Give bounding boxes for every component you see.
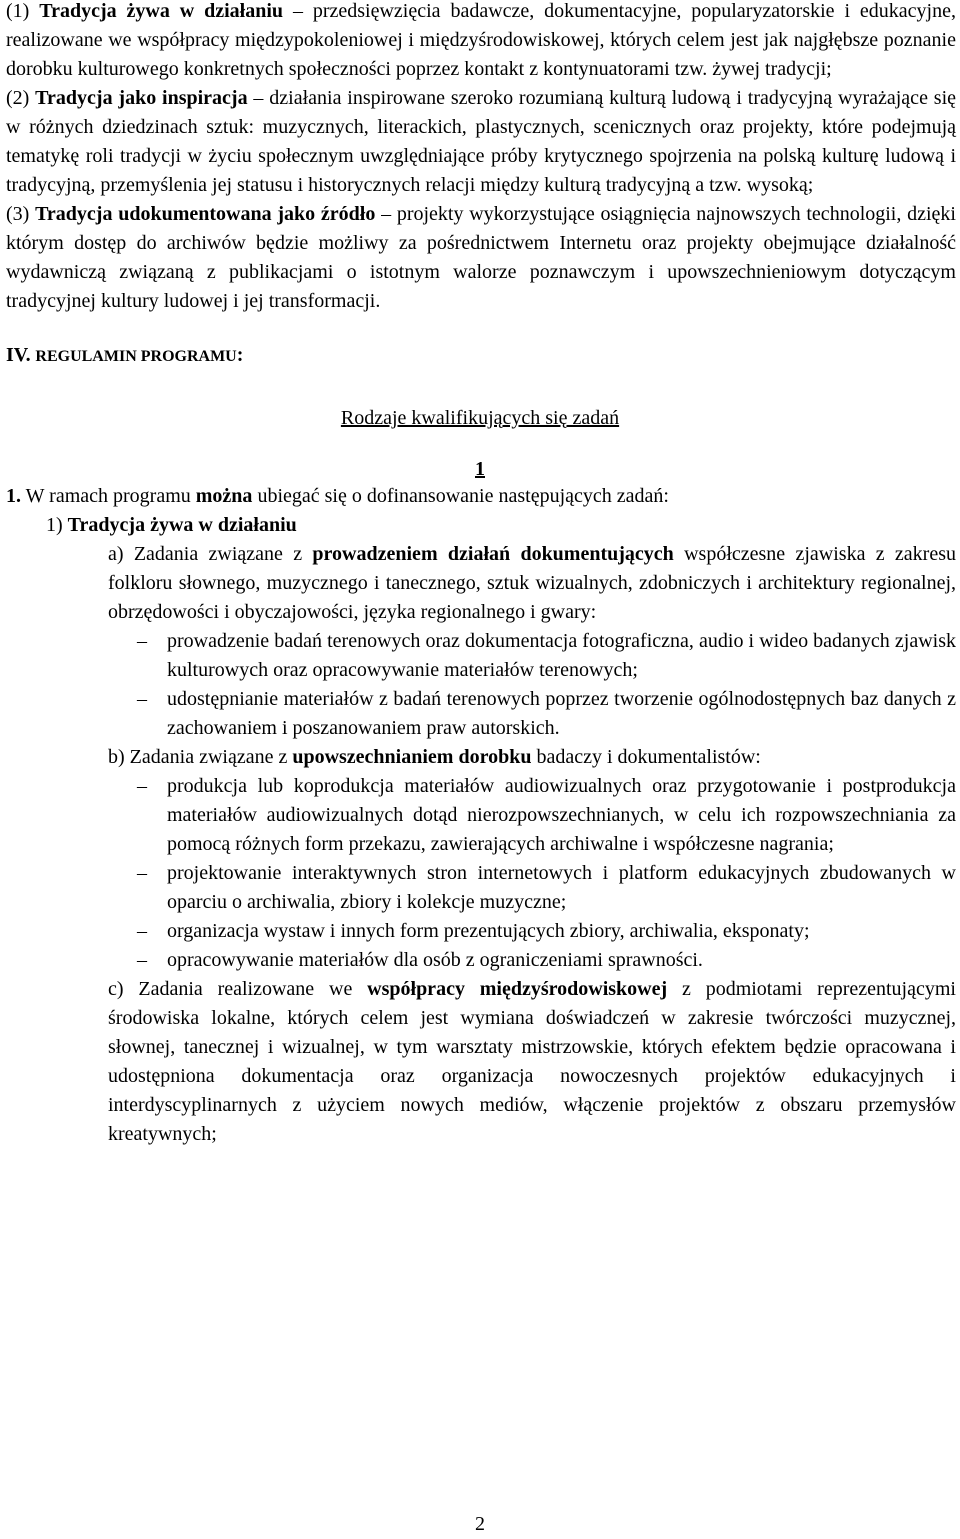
point-text: W ramach programu [21,485,196,507]
item-text: prowadzenie badań terenowych oraz dokumentacja fotograficzna, audio i wideo badanych zjawisk kulturowych oraz opracowywanie materiałów terenowych; [167,630,956,681]
task-a [108,540,956,627]
item-title: Tradycja żywa w działaniu [39,0,284,22]
item-text: udostępnianie materiałów z badań terenowych poprzez tworzenie ogólnodostępnych baz danych z zachowaniem i poszanowaniem praw autorskich. [167,688,956,739]
subpoint-1 [46,511,960,540]
point-emphasis: można [195,485,253,507]
item-text: – działania inspirowane szeroko rozumianą kulturą ludową i tradycyjną wyrażające się w różnych dziedzinach sztuk: muzycznych, literackich, plastycznych, scenicznych oraz projekty, które podejmują tematykę roli tradycji w życiu społecznym uwzględniające próby krytycznego spojrzenia na polską kulturę ludową i tradycyjną, przemyślenia jej statusu i historycznych relacji między kulturą tradycyjną a tzw. wysoką; [6,87,956,196]
task-prefix: a) Zadania związane z [108,543,313,565]
page-number: 2 [475,1513,485,1535]
item-title: Tradycja udokumentowana jako źródło [35,203,376,225]
subpoint-title: Tradycja żywa w działaniu [67,514,297,536]
task-prefix: c) Zadania realizowane we [108,978,368,1000]
item-text: – przedsięwzięcia badawcze, dokumentacyjne, popularyzatorskie i edukacyjne, realizowane we współpracy międzypokoleniowej i międzyśrodowiskowej, których celem jest jak najgłębsze poznanie dorobku kulturowego konkretnych społeczności poprzez kontakt z kontynuatorami tzw. żywej tradycji; [6,0,956,80]
item-prefix: (2) [6,87,36,109]
intro-item-1 [0,0,960,84]
dash-marker: – [137,775,147,797]
task-b-item [137,946,956,975]
task-a-item [137,627,956,685]
section-colon: : [236,344,244,366]
dash-marker: – [137,949,147,971]
item-text: produkcja lub koprodukcja materiałów audiowizualnych oraz przygotowanie i postprodukcja materiałów audiowizualnych dotąd nierozpowszechnianych, w celu ich rozpowszechniania za pomocą różnych form przekazu, zawierających archiwalne i współczesne nagrania; [167,775,956,855]
task-a-item [137,685,956,743]
item-text: opracowywanie materiałów dla osób z ograniczeniami sprawności. [167,949,703,971]
task-b-item [137,859,956,917]
task-text: współczesne zjawiska z zakresu folkloru słownego, muzycznego i tanecznego, sztuk wizualnych, zdobniczych i architektury regionalnej, obrzędowości i obyczajowości, języka regionalnego i gwary: [108,543,957,623]
task-emphasis: upowszechnianiem dorobku [292,746,532,768]
task-b-item [137,917,956,946]
dash-marker: – [137,920,147,942]
task-emphasis: współpracy międzyśrodowiskowej [367,978,668,1000]
item-text: projektowanie interaktywnych stron internetowych i platform edukacyjnych zbudowanych w oparciu o archiwalia, zbiory i kolekcje muzyczne; [167,862,956,913]
section-title: REGULAMIN PROGRAMU [35,348,237,365]
intro-list [0,0,960,316]
section-heading [6,341,960,371]
dash-marker: – [137,688,147,710]
paragraph-mark: 1 [475,458,485,480]
point-number: 1. [6,485,21,507]
task-b-item [137,772,956,859]
item-text: – projekty wykorzystujące osiągnięcia najnowszych technologii, dzięki którym dostęp do archiwów będzie możliwy za pośrednictwem Internetu oraz projekty obejmujące działalność wydawniczą związaną z publikacjami o istotnym walorze poznawczym i upowszechnieniowym dotyczącym tradycyjnej kultury ludowej i jej transformacji. [6,203,956,312]
section-number: IV. [6,344,31,366]
item-prefix: (3) [6,203,36,225]
point-1 [6,482,960,511]
task-b [108,743,956,772]
item-title: Tradycja jako inspiracja [35,87,248,109]
section-subtitle: Rodzaje kwalifikujących się zadań [340,407,620,429]
task-text: badaczy i dokumentalistów: [531,746,761,768]
point-text: ubiegać się o dofinansowanie następujących zadań: [252,485,669,507]
dash-marker: – [137,862,147,884]
dash-marker: – [137,630,147,652]
task-prefix: b) Zadania związane z [108,746,293,768]
intro-item-2 [0,84,960,200]
item-prefix: (1) [6,0,40,22]
task-c [108,975,956,1149]
item-text: organizacja wystaw i innych form prezentujących zbiory, archiwalia, eksponaty; [167,920,810,942]
task-emphasis: prowadzeniem działań dokumentujących [312,543,674,565]
subpoint-number: 1) [46,514,68,536]
intro-item-3 [0,200,960,316]
task-text: z podmiotami reprezentującymi środowiska lokalne, których celem jest wymiana doświadczeń w zakresie twórczości muzycznej, słownej, tanecznej i wizualnej, w tym warsztaty mistrzowskie, których efektem będzie opracowana i udostępniona dokumentacja oraz organizacja nowoczesnych projektów edukacyjnych i interdyscyplinarnych z użyciem nowych mediów, włączenie projektów z obszaru przemysłów kreatywnych; [108,978,956,1145]
